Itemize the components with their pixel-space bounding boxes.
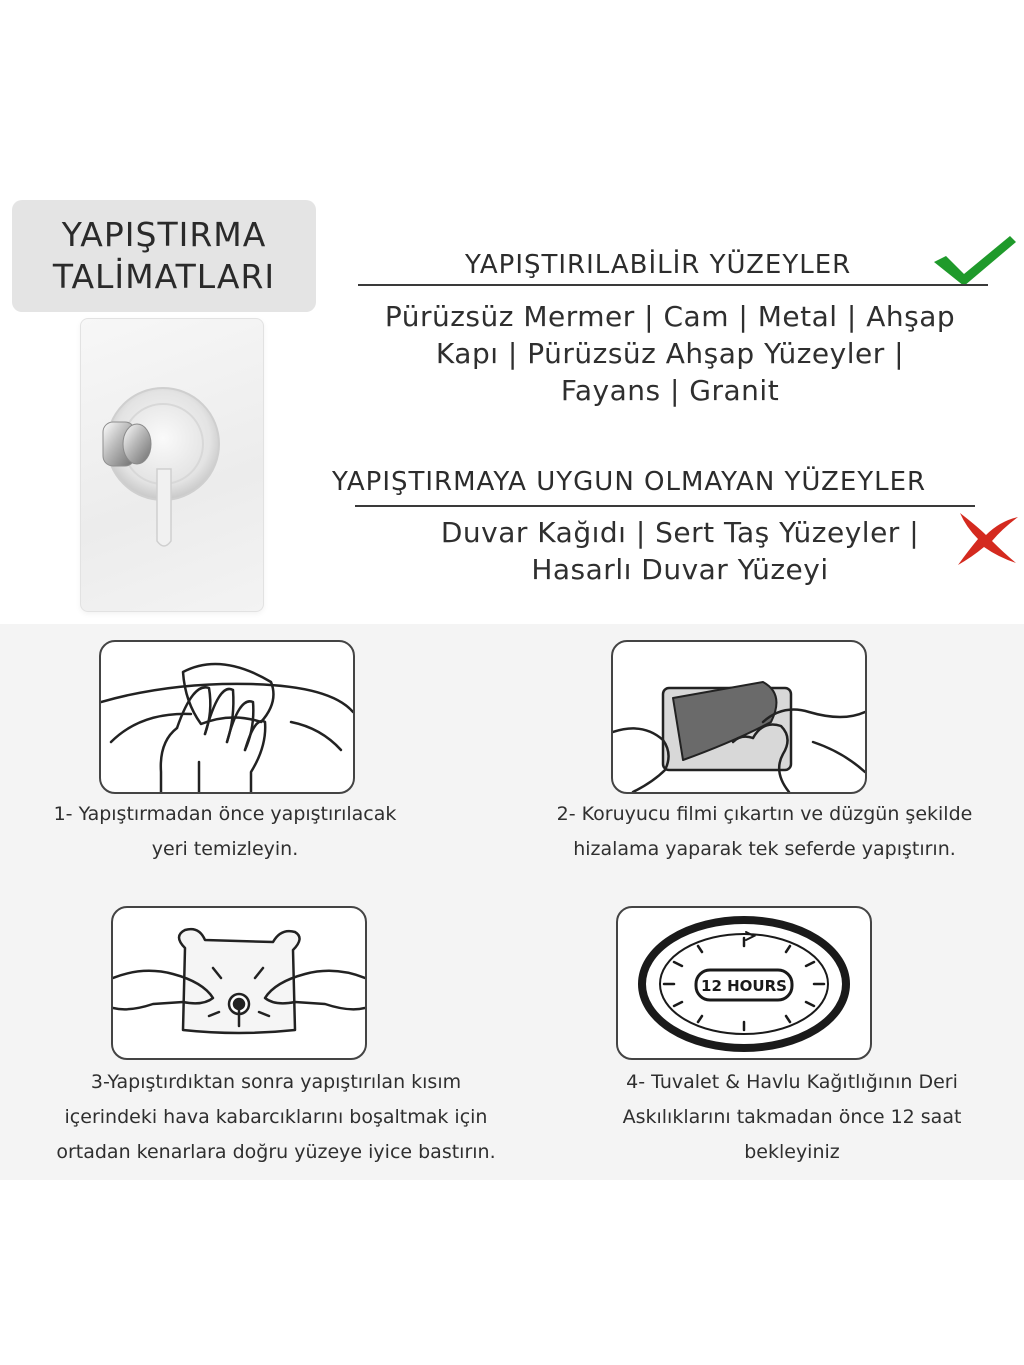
unsuitable-surfaces-line-1: Duvar Kağıdı | Sert Taş Yüzeyler |: [440, 516, 920, 549]
title-line-1: YAPIŞTIRMA: [61, 215, 267, 254]
step-4-caption-line-2: Askılıklarını takmadan önce 12 saat: [622, 1106, 962, 1128]
peel-film-icon: [613, 642, 865, 792]
step-2-caption-line-1: 2- Koruyucu filmi çıkartın ve düzgün şekilde: [556, 803, 973, 825]
clock-label: 12 HOURS: [701, 977, 787, 995]
step-2-caption-line-2: hizalama yaparak tek seferde yapıştırın.: [573, 838, 956, 860]
step-4-illustration: [616, 906, 872, 1060]
hook-icon: [81, 319, 263, 611]
cross-icon: [950, 505, 1022, 567]
step-1-caption-line-2: yeri temizleyin.: [151, 838, 299, 860]
title-line-2: TALİMATLARI: [52, 257, 276, 296]
suitable-surfaces-line-1: Pürüzsüz Mermer | Cam | Metal | Ahşap: [384, 300, 956, 333]
step-1-caption-line-1: 1- Yapıştırmadan önce yapıştırılacak: [53, 803, 397, 825]
suitable-divider: [358, 284, 988, 286]
step-3-illustration: [111, 906, 367, 1060]
instructions-title: [12, 200, 316, 312]
adhesive-hook-image: [80, 318, 264, 612]
suitable-surfaces-heading: YAPIŞTIRILABİLİR YÜZEYLER: [465, 250, 852, 280]
unsuitable-divider: [355, 505, 975, 507]
suitable-surfaces-line-2: Kapı | Pürüzsüz Ahşap Yüzeyler |: [435, 337, 905, 370]
step-3-caption-line-2: içerindeki hava kabarcıklarını boşaltmak için: [64, 1106, 488, 1128]
step-2-illustration: [611, 640, 867, 794]
unsuitable-surfaces-heading: YAPIŞTIRMAYA UYGUN OLMAYAN YÜZEYLER: [332, 467, 927, 497]
suitable-surfaces-line-3: Fayans | Granit: [560, 374, 780, 407]
clock-icon: [618, 908, 870, 1058]
unsuitable-surfaces-line-2: Hasarlı Duvar Yüzeyi: [531, 553, 829, 586]
checkmark-icon: [930, 232, 1020, 288]
step-4-caption-line-3: bekleyiniz: [744, 1141, 840, 1163]
step-4-caption-line-1: 4- Tuvalet & Havlu Kağıtlığının Deri: [626, 1071, 958, 1093]
hand-wiping-icon: [101, 642, 353, 792]
step-1-illustration: [99, 640, 355, 794]
step-3-caption-line-3: ortadan kenarlara doğru yüzeye iyice bastırın.: [56, 1141, 496, 1163]
press-center-icon: [113, 908, 365, 1058]
step-3-caption-line-1: 3-Yapıştırdıktan sonra yapıştırılan kısım: [90, 1071, 462, 1093]
